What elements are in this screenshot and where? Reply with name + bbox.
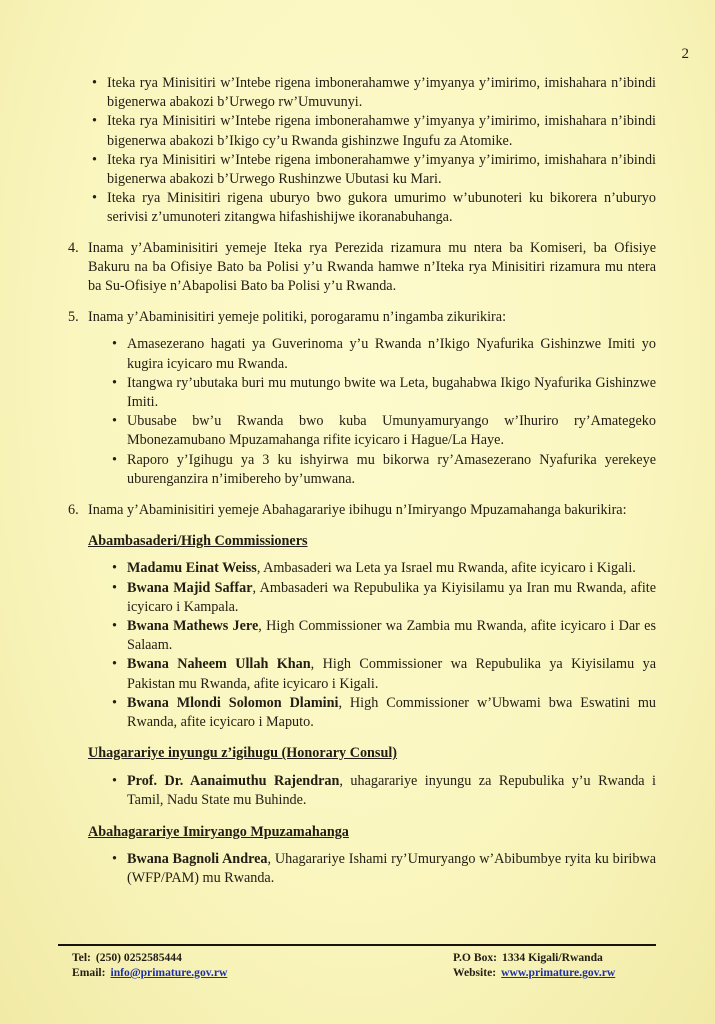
heading-international-orgs: Abahagarariye Imiryango Mpuzamahanga: [88, 823, 349, 840]
bullet-item: • Raporo y’Igihugu ya 3 ku ishyirwa mu bikorwa ry’Amasezerano Nyafurika yerekeye uburenganzira n’imibereho by’umwana.: [68, 451, 656, 489]
tel-value: (250) 0252585444: [95, 951, 182, 964]
item-number: 6.: [68, 502, 79, 519]
representative-item: [68, 850, 656, 888]
footer-pobox: [453, 950, 603, 965]
ambassador-item: [68, 655, 656, 693]
website-link[interactable]: www.primature.gov.rw: [501, 966, 616, 979]
email-link[interactable]: info@primature.gov.rw: [110, 966, 228, 979]
page-number: 2: [681, 46, 689, 62]
item-text: Inama y’Abaminisitiri yemeje Iteka rya Perezida rizamura mu ntera ba Komiseri, ba Ofisiye Bakuru na ba Ofisiye Bato ba Polisi y’u Rwanda hamwe n’Iteka rya Minisitiri rizamura mu ntera ba Su-Ofisiye n’Abapolisi Bato ba Polisi y’u Rwanda.: [88, 239, 656, 295]
bullet-item: • Iteka rya Minisitiri w’Intebe rigena imbonerahamwe y’imyanya y’imirimo, imishahara n’ibindi bigenerwa abakozi b’Urwego rw’Umuvunyi.: [68, 74, 656, 112]
person-description: , Ambasaderi wa Leta ya Israel mu Rwanda, afite icyicaro i Kigali.: [256, 560, 636, 577]
person-name: Bwana Naheem Ullah Khan: [127, 656, 311, 673]
item-number: 5.: [68, 309, 79, 326]
person-description: , High Commissioner wa Zambia mu Rwanda, afite icyicaro i Dar es Salaam.: [127, 618, 656, 654]
consul-item: [68, 772, 656, 810]
item-number: 4.: [68, 239, 79, 256]
ambassador-item: [68, 617, 656, 655]
person-description: , High Commissioner w’Ubwami bwa Eswatini mu Rwanda, afite icyicaro i Maputo.: [127, 694, 656, 731]
ambassador-item: [68, 694, 656, 732]
footer-tel: [72, 950, 453, 965]
page-content: [68, 74, 656, 942]
footer-row-1: [72, 950, 715, 965]
person-description: , High Commissioner wa Repubulika ya Kiyisilamu ya Pakistan mu Rwanda, afite icyicaro i Kigali.: [127, 656, 656, 692]
person-description: , Ambasaderi wa Repubulika ya Kiyisilamu ya Iran mu Rwanda, afite icyicaro i Kampala.: [127, 579, 656, 615]
person-name: Prof. Dr. Aanaimuthu Rajendran: [127, 772, 340, 789]
heading-ambassadors: Abambasaderi/High Commissioners: [88, 533, 308, 550]
bullet-item: • Ubusabe bw’u Rwanda bwo kuba Umunyamuryango w’Ihuriro ry’Amategeko Mbonezamubano Mpuzamahanga rifite icyicaro i Hague/La Haye.: [68, 412, 656, 450]
footer-rule: [58, 944, 656, 946]
bullet-item: • Iteka rya Minisitiri rigena uburyo bwo gukora umurimo w’ubunoteri ku bikorera n’uburyo serivisi z’umunoteri zitangwa hifashishijwe ikoranabuhanga.: [68, 189, 656, 227]
footer-website: [453, 965, 615, 980]
person-description: , Uhagarariye Ishami ry’Umuryango w’Abibumbye ryita ku biribwa (WFP/PAM) mu Rwanda.: [127, 851, 656, 887]
item-text: Inama y’Abaminisitiri yemeje Abahagarariye ibihugu n’Imiryango Mpuzamahanga bakurikira:: [88, 502, 627, 519]
pobox-value: 1334 Kigali/Rwanda: [502, 951, 603, 964]
bullet-item: • Itangwa ry’ubutaka buri mu mutungo bwite wa Leta, bugahabwa Ikigo Nyafurika Gishinzwe Imiti.: [68, 374, 656, 412]
item-text: Inama y’Abaminisitiri yemeje politiki, porogaramu n’ingamba zikurikira:: [88, 309, 507, 326]
item-5-bullet-list: [68, 335, 656, 489]
heading-honorary-consul: Uhagarariye inyungu z’igihugu (Honorary Consul): [88, 745, 398, 762]
website-label: Website:: [453, 966, 497, 979]
numbered-item-6: [68, 501, 656, 520]
bullet-item: • Iteka rya Minisitiri w’Intebe rigena imbonerahamwe y’imyanya y’imirimo, imishahara n’ibindi bigenerwa abakozi b’Urwego Rushinzwe Ubutasi ku Mari.: [68, 151, 656, 189]
tel-label: Tel:: [72, 951, 91, 964]
numbered-item-4: [68, 239, 656, 297]
footer-row-2: [72, 965, 715, 980]
ambassador-item: [68, 559, 656, 578]
person-name: Bwana Bagnoli Andrea: [127, 851, 268, 868]
person-name: Madamu Einat Weiss: [127, 560, 257, 577]
honorary-consul-list: [68, 772, 656, 810]
numbered-item-5: [68, 308, 656, 327]
person-name: Bwana Mathews Jere: [127, 618, 259, 635]
ambassador-list: [68, 559, 656, 732]
bullet-item: • Iteka rya Minisitiri w’Intebe rigena imbonerahamwe y’imyanya y’imirimo, imishahara n’ibindi bigenerwa abakozi b’Ikigo cy’u Rwanda gishinzwe Ingufu za Atomike.: [68, 112, 656, 150]
bullet-item: • Amasezerano hagati ya Guverinoma y’u Rwanda n’Ikigo Nyafurika Gishinzwe Imiti yo kugira icyicaro mu Rwanda.: [68, 335, 656, 373]
page-footer: [0, 944, 715, 980]
pobox-label: P.O Box:: [453, 951, 498, 964]
international-orgs-list: [68, 850, 656, 888]
ambassador-item: [68, 579, 656, 617]
person-name: Bwana Majid Saffar: [127, 579, 253, 596]
continuation-bullet-list: [68, 74, 656, 228]
footer-email: [72, 965, 453, 980]
email-label: Email:: [72, 966, 106, 979]
person-name: Bwana Mlondi Solomon Dlamini: [127, 694, 339, 711]
person-description: , uhagarariye inyungu za Repubulika y’u Rwanda i Tamil, Nadu State mu Buhinde.: [127, 772, 656, 808]
